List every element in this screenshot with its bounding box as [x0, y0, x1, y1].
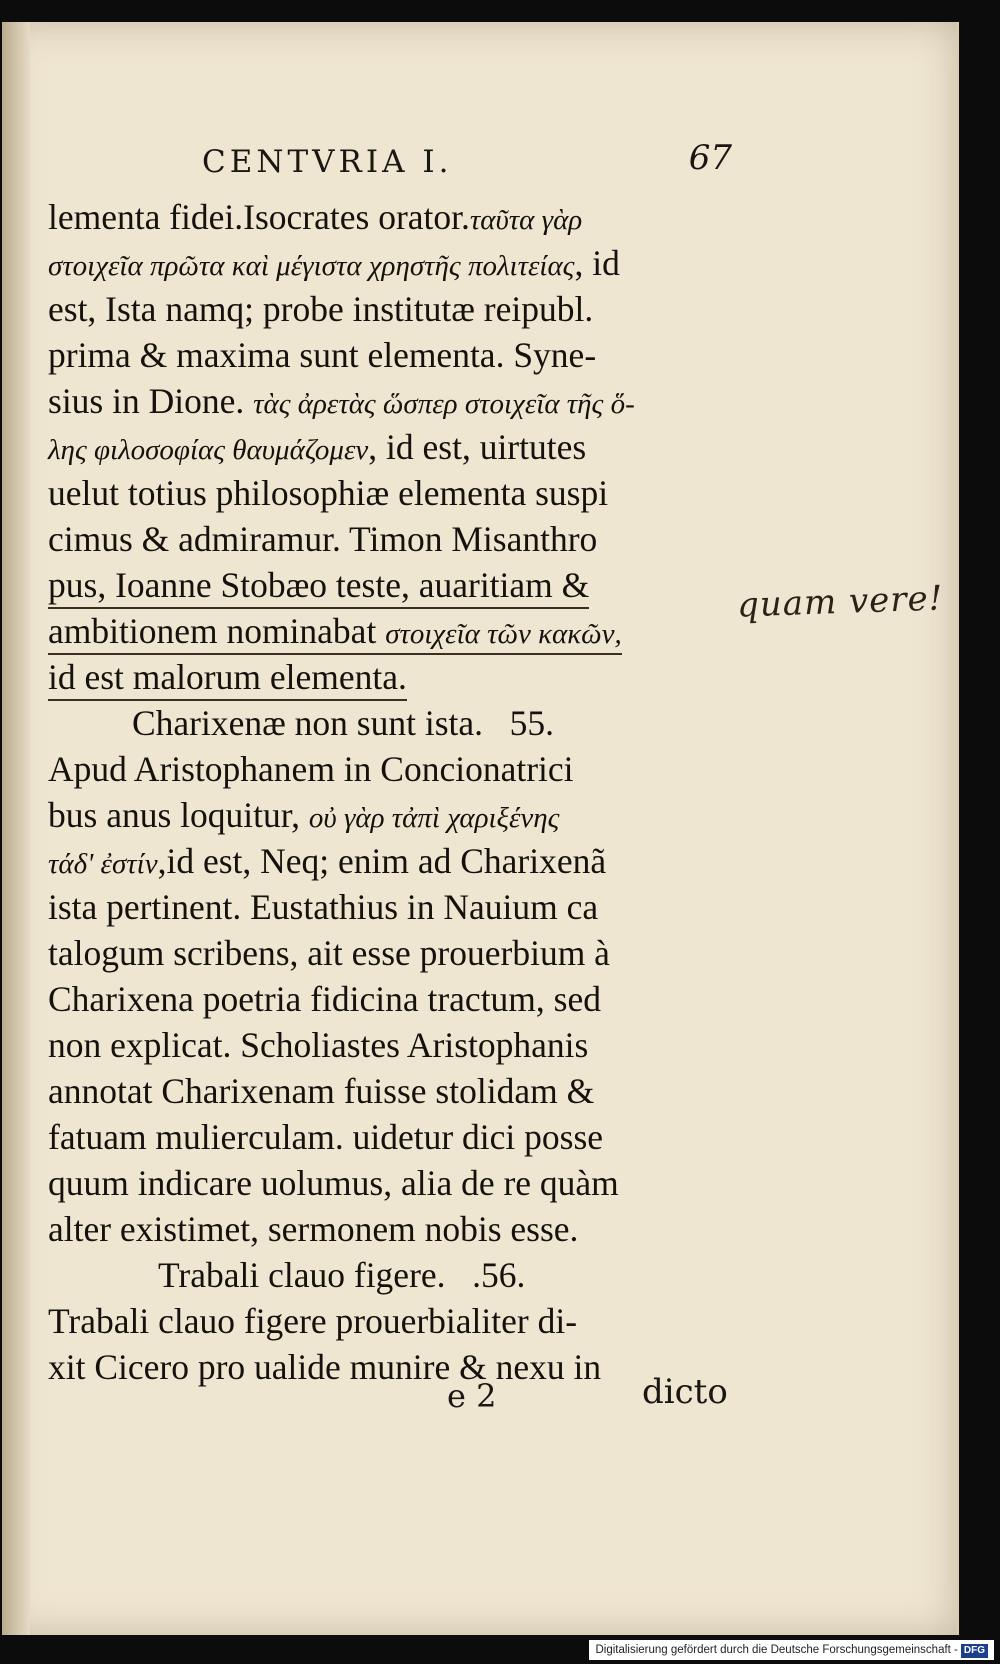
text-line	[48, 608, 738, 654]
text-line: στοιχεῖα πρῶτα καὶ μέγιστα χρηστῆς πολιτείας, id	[48, 243, 620, 283]
footer-text: Digitalisierung gefördert durch die Deutsche Forschungsgemeinschaft -	[595, 1644, 958, 1656]
body-text	[48, 194, 738, 1390]
text-line: cimus & admiramur. Timon Misanthro	[48, 519, 598, 559]
text-line: ista pertinent. Eustathius in Nauium ca	[48, 887, 599, 927]
text-line: uelut totius philosophiæ elementa suspi	[48, 473, 609, 513]
greek-phrase: οὐ γὰρ τἀπὶ χαριξένης	[308, 802, 560, 834]
text-line: lementa fidei.Isocrates orator.ταῦτα γὰρ	[48, 197, 583, 237]
text-line: fatuam mulierculam. uidetur dici posse	[48, 1117, 604, 1157]
text-line: λης φιλοσοφίας θαυμάζομεν, id est, uirtutes	[48, 427, 587, 467]
catchword: dicto	[642, 1372, 728, 1412]
greek-phrase: τάδ' ἐστίν	[48, 848, 158, 880]
text-line: alter existimet, sermonem nobis esse.	[48, 1209, 579, 1249]
page-gutter	[2, 22, 30, 1635]
digitization-footer	[589, 1640, 994, 1660]
handwritten-marginalia: quam vere!	[736, 578, 944, 626]
section-heading: Trabali clauo figere. .56.	[158, 1255, 526, 1295]
dfg-logo: DFG	[961, 1644, 988, 1658]
greek-phrase: λης φιλοσοφίας θαυμάζομεν	[48, 434, 369, 466]
text-line: Apud Aristophanem in Concionatrici	[48, 749, 574, 789]
text-line: xit Cicero pro ualide munire & nexu in	[48, 1347, 602, 1387]
running-header	[202, 138, 732, 190]
text-line: Charixena poetria fidicina tractum, sed	[48, 979, 601, 1019]
text-line: talogum scribens, ait esse prouerbium à	[48, 933, 610, 973]
section-number: .56.	[472, 1255, 526, 1295]
underlined-text: ambitionem nominabat στοιχεῖα τῶν κακῶν,	[48, 611, 622, 655]
signature-mark: e 2	[447, 1377, 497, 1415]
running-title: CENTVRIA I.	[202, 144, 453, 180]
text-line: sius in Dione. τὰς ἀρετὰς ὥσπερ στοιχεῖα τῆς ὅ-	[48, 381, 635, 421]
text-line: prima & maxima sunt elementa. Syne-	[48, 335, 597, 375]
text-line: annotat Charixenam fuisse stolidam &	[48, 1071, 595, 1111]
section-heading: Charixenæ non sunt ista. 55.	[132, 703, 555, 743]
greek-phrase: ταῦτα γὰρ	[469, 204, 583, 236]
greek-phrase: στοιχεῖα τῶν κακῶν,	[385, 618, 622, 650]
underlined-text: id est malorum elementa.	[48, 657, 407, 701]
section-number: 55.	[509, 703, 555, 743]
text-line: bus anus loquitur, οὐ γὰρ τἀπὶ χαριξένης	[48, 795, 560, 835]
text-line: Trabali clauo figere prouerbialiter di-	[48, 1301, 578, 1341]
text-line: τάδ' ἐστίν,id est, Neq; enim ad Charixenã	[48, 841, 607, 881]
text-line	[48, 562, 738, 608]
greek-phrase: στοιχεῖα πρῶτα καὶ μέγιστα χρηστῆς πολιτείας	[48, 250, 575, 282]
text-line: quum indicare uolumus, alia de re quàm	[48, 1163, 619, 1203]
text-line: non explicat. Scholiastes Aristophanis	[48, 1025, 589, 1065]
book-page	[2, 22, 959, 1635]
text-line: est, Ista namq; probe institutæ reipubl.	[48, 289, 594, 329]
page-number: 67	[688, 138, 732, 178]
underlined-text: pus, Ioanne Stobæo teste, auaritiam &	[48, 565, 589, 609]
greek-phrase: τὰς ἀρετὰς ὥσπερ στοιχεῖα τῆς ὅ-	[253, 388, 635, 420]
text-line	[48, 654, 738, 700]
